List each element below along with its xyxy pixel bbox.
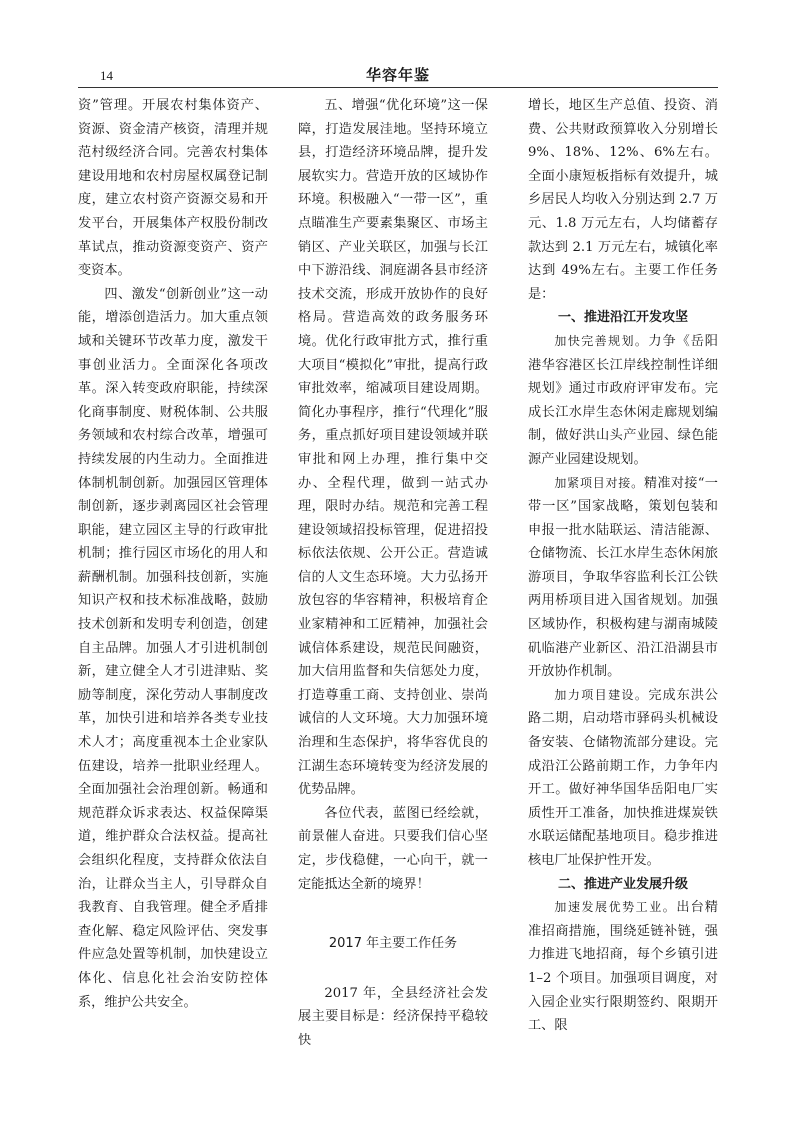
- paragraph-body: 完成东洪公路二期，启动塔市驿码头机械设备安装、仓储物流部分建设。完成沿江公路前期工作，力争年内开工。做好神华国华岳阳电厂实质性开工准备，加快推进煤炭铁水联运储配基地项目。稳步推进核电厂址保护性开发。: [528, 687, 718, 868]
- paragraph: 资”管理。开展农村集体资产、资源、资金清产核资，清理并规范村级经济合同。完善农村集体建设用地和农村房屋权属登记制度，建立农村资产资源交易和开发平台，开展集体产权股份制改革试点，推动资源变资产、资产变资本。: [78, 98, 268, 279]
- page-number: 14: [100, 68, 113, 83]
- paragraph: [528, 684, 718, 873]
- column-left: [78, 94, 268, 1014]
- running-title: 华容年鉴: [365, 66, 430, 84]
- column-right: [528, 94, 718, 1038]
- paragraph: 五、增强“优化环境”这一保障，打造发展洼地。坚持环境立县，打造经济环境品牌，提升发展软实力。营造开放的区域协作环境。积极融入“一带一区”，重点瞄准生产要素集聚区、市场主销区、产业关联区，加强与长江中下游沿线、洞庭湖各县市经济技术交流，形成开放协作的良好格局。营造高效的政务服务环境。优化行政审批方式，推行重大项目“模拟化”审批，提高行政审批效率，缩减项目建设周期。简化办事程序，推行“代理化”服务，重点抓好项目建设领域并联审批和网上办理，推行集中交办、全程代理，做到一站式办理，限时办结。规范和完善工程建设领域招投标管理，促进招投标依法依规、公开公正。营造诚信的人文生态环境。大力弘扬开放包容的华容精神，积极培育企业家精神和工匠精神，加强社会诚信体系建设，规范民间融资，加大信用监督和失信惩处力度，打造尊重工商、支持创业、崇尚诚信的人文环境。大力加强环境治理和生态保护，将华容优良的江湖生态环境转变为经济发展的优势品牌。: [298, 98, 488, 798]
- subheading: 加紧项目对接。: [554, 475, 644, 490]
- paragraph-body: 出台精准招商措施，围绕延链补链，强力推进飞地招商，每个乡镇引进 1–2 个项目。加强项目调度，对入园企业实行限期签约、限期开工、限: [528, 900, 718, 1034]
- subheading: 加快完善规划。: [554, 333, 649, 348]
- paragraph: 各位代表，蓝图已经绘就，前景催人奋进。只要我们信心坚定，步伐稳健，一心向干，就一定能抵达全新的境界！: [298, 805, 488, 892]
- paragraph: [528, 472, 718, 684]
- subheading: 加力项目建设。: [554, 687, 649, 702]
- paragraph: 2017 年，全县经济社会发展主要目标是：经济保持平稳较快: [298, 985, 488, 1048]
- paragraph-body: 精准对接“一带一区”国家战略，策划包装和申报一批水陆联运、清洁能源、仓储物流、长江水岸生态休闲旅游项目，争取华容监利长江公铁两用桥项目进入国省规划。加强区域协作，积极构建与湖南城陵矶临港产业新区、沿江沿湖县市开放协作机制。: [528, 475, 718, 680]
- subheading: 加速发展优势工业。: [554, 900, 677, 915]
- page-header: [78, 60, 718, 84]
- column-middle: [298, 94, 488, 1053]
- paragraph: [528, 896, 718, 1038]
- header-rule: [78, 87, 718, 88]
- section-heading: 二、推进产业发展升级: [557, 876, 688, 892]
- paragraph: 四、激发“创新创业”这一动能，增添创造活力。加大重点领域和关键环节改革力度，激发干事创业活力。全面深化各项改革。深入转变政府职能，持续深化商事制度、财税体制、公共服务领域和农村综合改革，增强可持续发展的内生动力。全面推进体制机制创新。加强园区管理体制创新，逐步剥离园区社会管理职能，建立园区主导的行政审批机制；推行园区市场化的用人和薪酬机制。加强科技创新，实施知识产权和技术标准战略，鼓励技术创新和发明专利创造，创建自主品牌。加强人才引进机制创新，建立健全人才引进津贴、奖励等制度，深化劳动人事制度改革，加快引进和培养各类专业技术人才；高度重视本土企业家队伍建设，培养一批职业经理人。全面加强社会治理创新。畅通和规范群众诉求表达、权益保障渠道，维护群众合法权益。提高社会组织化程度，支持群众依法自治，让群众当主人，引导群众自我教育、自我管理。健全矛盾排查化解、稳定风险评估、突发事件应急处置等机制，加快建设立体化、信息化社会治安防控体系，维护公共安全。: [78, 286, 268, 1010]
- paragraph: [528, 330, 718, 472]
- section-heading: 一、推进沿江开发攻坚: [557, 310, 688, 326]
- paragraph: 增长，地区生产总值、投资、消费、公共财政预算收入分别增长 9%、18%、12%、6%左右。全面小康短板指标有效提升，城乡居民人均收入分别达到 2.7 万元、1.8 万元左右，人均储蓄存款达到 2.1 万元左右，城镇化率达到 49%左右。主要工作任务是：: [528, 98, 718, 302]
- section-title: 2017 年主要工作任务: [328, 936, 458, 952]
- paragraph-body: 力争《岳阳港华容港区长江岸线控制性详细规划》通过市政府评审发布。完成长江水岸生态休闲走廊规划编制，做好洪山头产业园、绿色能源产业园建设规划。: [528, 333, 718, 467]
